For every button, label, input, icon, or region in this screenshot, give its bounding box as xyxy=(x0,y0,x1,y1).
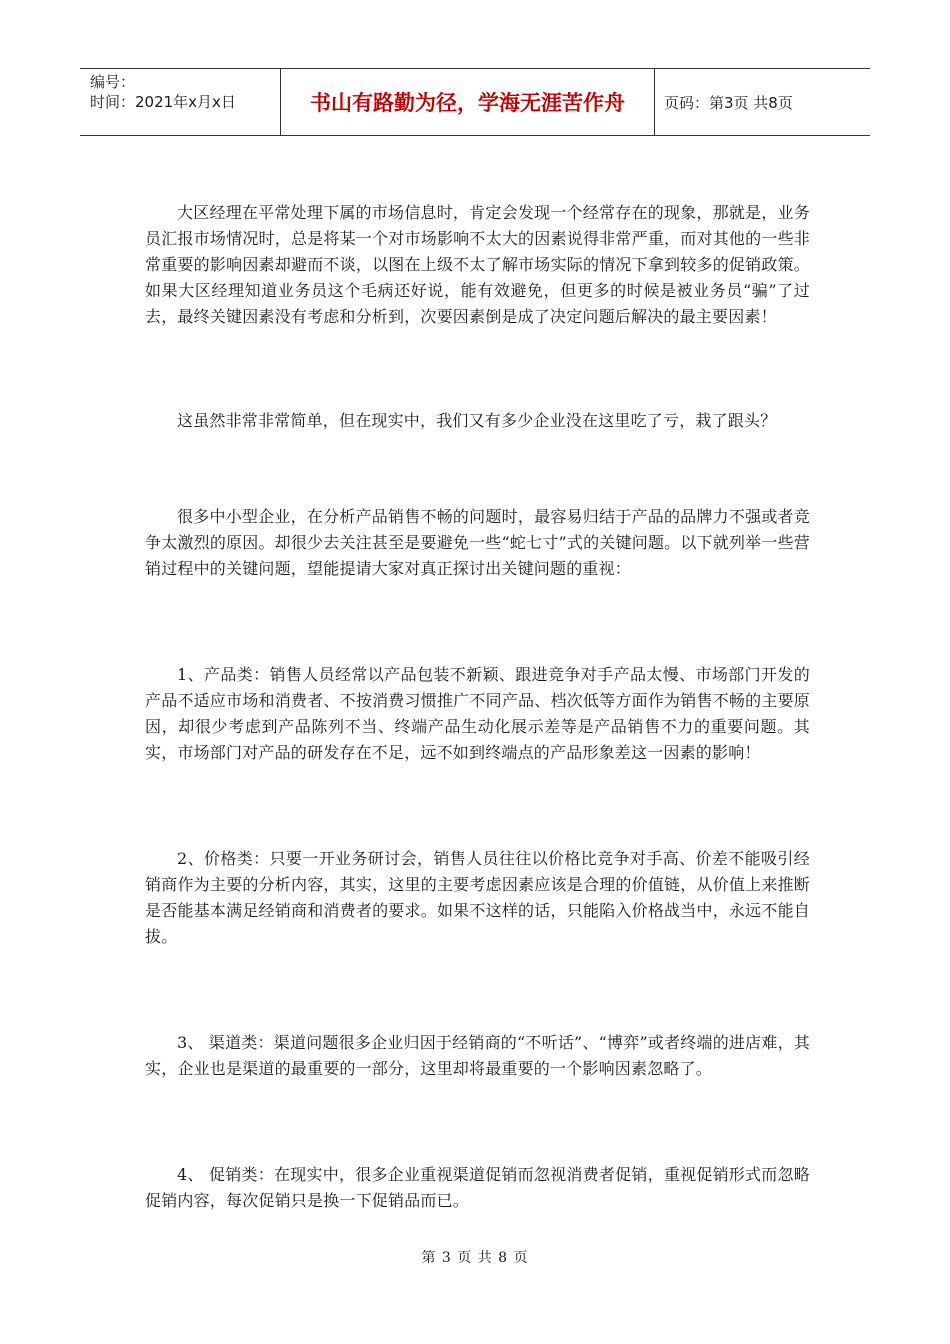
body-paragraph: 很多中小型企业，在分析产品销售不畅的问题时，最容易归结于产品的品牌力不强或者竞争太激烈的原因。却很少去关注甚至是要避免一些“蛇七寸”式的关键问题。以下就列举一些营销过程中的关键问题，望能提请大家对真正探讨出关键问题的重视： xyxy=(145,507,810,578)
header-meta-cell xyxy=(80,69,281,135)
page-footer xyxy=(0,1247,950,1267)
document-body xyxy=(145,200,810,1214)
body-paragraph: 大区经理在平常处理下属的市场信息时，肯定会发现一个经常存在的现象，那就是，业务员汇报市场情况时，总是将某一个对市场影响不太大的因素说得非常严重，而对其他的一些非常重要的影响因素却避而不谈，以图在上级不太了解市场实际的情况下拿到较多的促销政策。如果大区经理知道业务员这个毛病还好说，能有效避免，但更多的时候是被业务员“骗”了过去，最终关键因素没有考虑和分析到，次要因素倒是成了决定问题后解决的最主要因素！ xyxy=(145,203,810,326)
body-paragraph: 这虽然非常非常简单，但在现实中，我们又有多少企业没在这里吃了亏，栽了跟头？ xyxy=(177,411,777,430)
page-header xyxy=(80,68,870,136)
document-date-label: 时间：2021年x月x日 xyxy=(90,93,236,111)
header-motto: 书山有路勤为径，学海无涯苦作舟 xyxy=(310,91,625,115)
body-paragraph: 2、价格类：只要一开业务研讨会，销售人员往往以价格比竞争对手高、价差不能吸引经销商作为主要的分析内容，其实，这里的主要考虑因素应该是合理的价值链，从价值上来推断是否能基本满足经销商和消费者的要求。如果不这样的话，只能陷入价格战当中，永远不能自拔。 xyxy=(145,849,810,946)
body-paragraph: 1、产品类：销售人员经常以产品包装不新颖、跟进竞争对手产品太慢、市场部门开发的产品不适应市场和消费者、不按消费习惯推广不同产品、档次低等方面作为销售不畅的主要原因，却很少考虑到产品陈列不当、终端产品生动化展示差等是产品销售不力的重要问题。其实，市场部门对产品的研发存在不足，远不如到终端点的产品形象差这一因素的影响！ xyxy=(145,665,810,762)
header-motto-cell xyxy=(281,69,655,135)
header-page-number: 页码：第3页 共8页 xyxy=(664,93,793,112)
document-number-label: 编号： xyxy=(90,73,136,91)
body-paragraph: 4、 促销类：在现实中，很多企业重视渠道促销而忽视消费者促销，重视促销形式而忽略促销内容，每次促销只是换一下促销品而已。 xyxy=(145,1165,810,1210)
header-page-cell xyxy=(655,69,870,135)
body-paragraph: 3、 渠道类：渠道问题很多企业归因于经销商的“不听话”、“博弈”或者终端的进店难，其实，企业也是渠道的最重要的一部分，这里却将最重要的一个影响因素忽略了。 xyxy=(145,1033,810,1078)
footer-page-number: 第 3 页 共 8 页 xyxy=(421,1250,529,1266)
